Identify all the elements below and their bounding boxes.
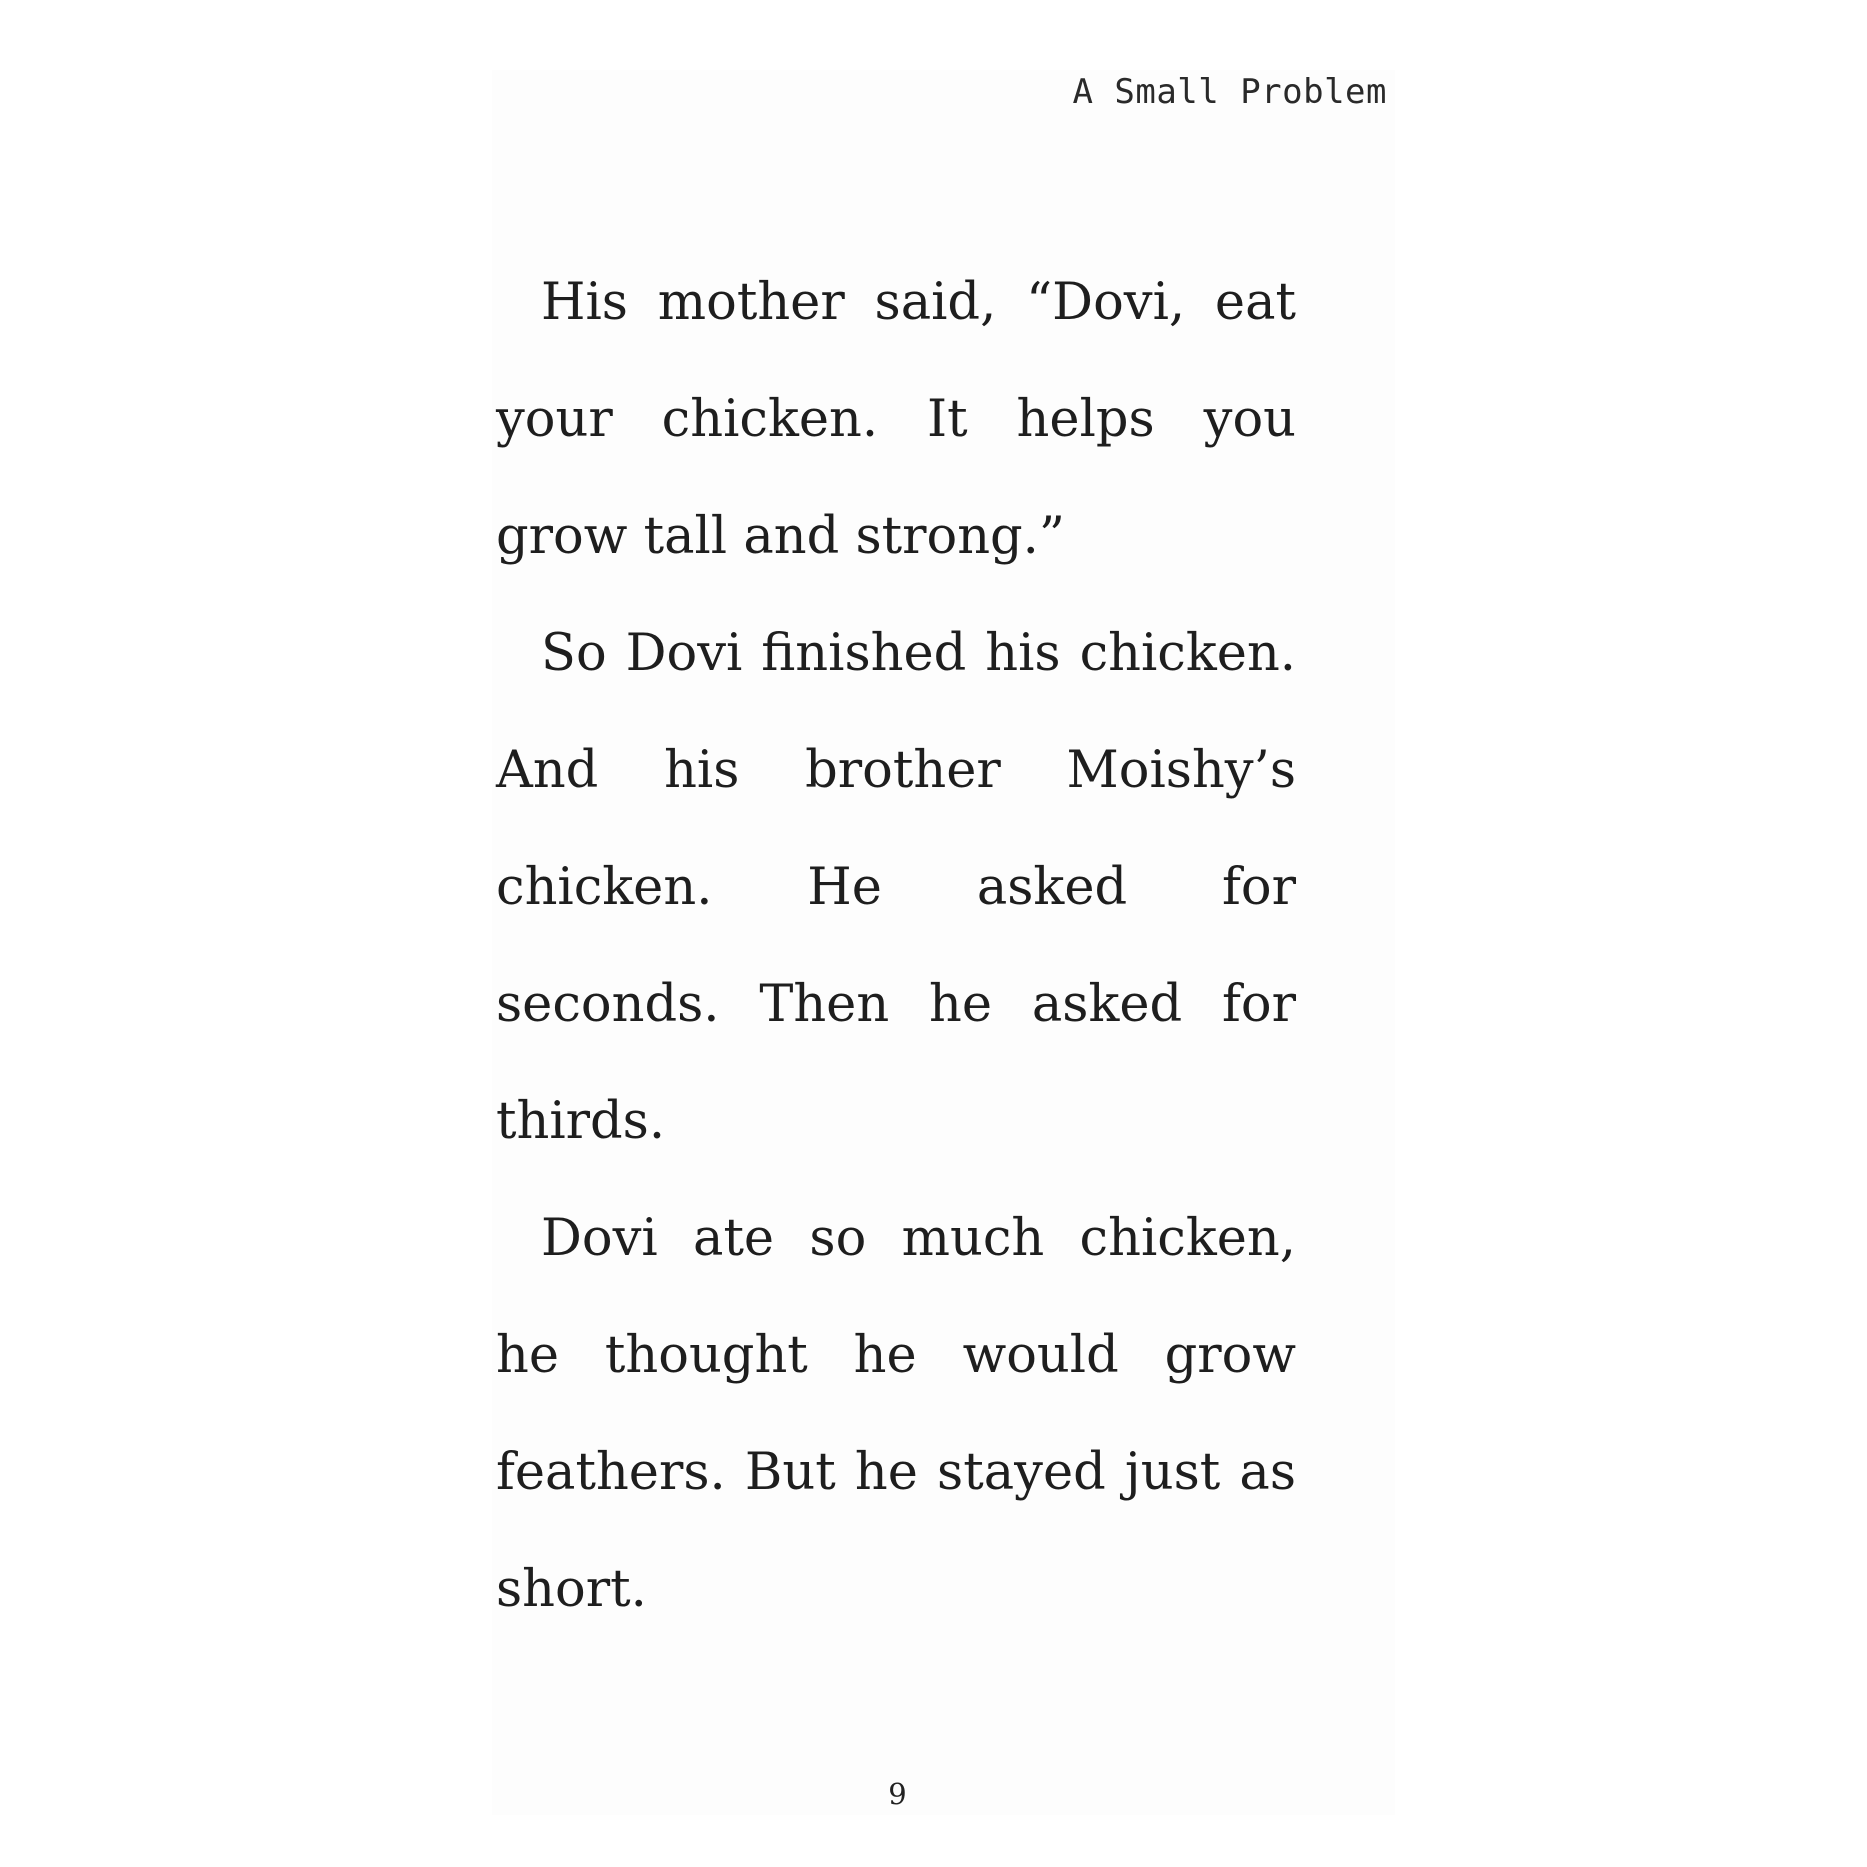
paragraph-1: His mother said, “Dovi, eat your chicken. It helps you grow tall and strong.” bbox=[496, 273, 1296, 566]
paragraph-2: So Dovi finished his chicken. And his brother Moishy’s chicken. He asked for seconds. Then he asked for thirds. bbox=[496, 624, 1296, 1151]
paragraph-3: Dovi ate so much chicken, he thought he would grow feathers. But he stayed just as short. bbox=[496, 1209, 1296, 1619]
body-text bbox=[496, 244, 1296, 1648]
page-number: 9 bbox=[888, 1777, 907, 1811]
running-head-title: A Small Problem bbox=[1072, 72, 1387, 112]
book-page bbox=[492, 70, 1395, 1815]
